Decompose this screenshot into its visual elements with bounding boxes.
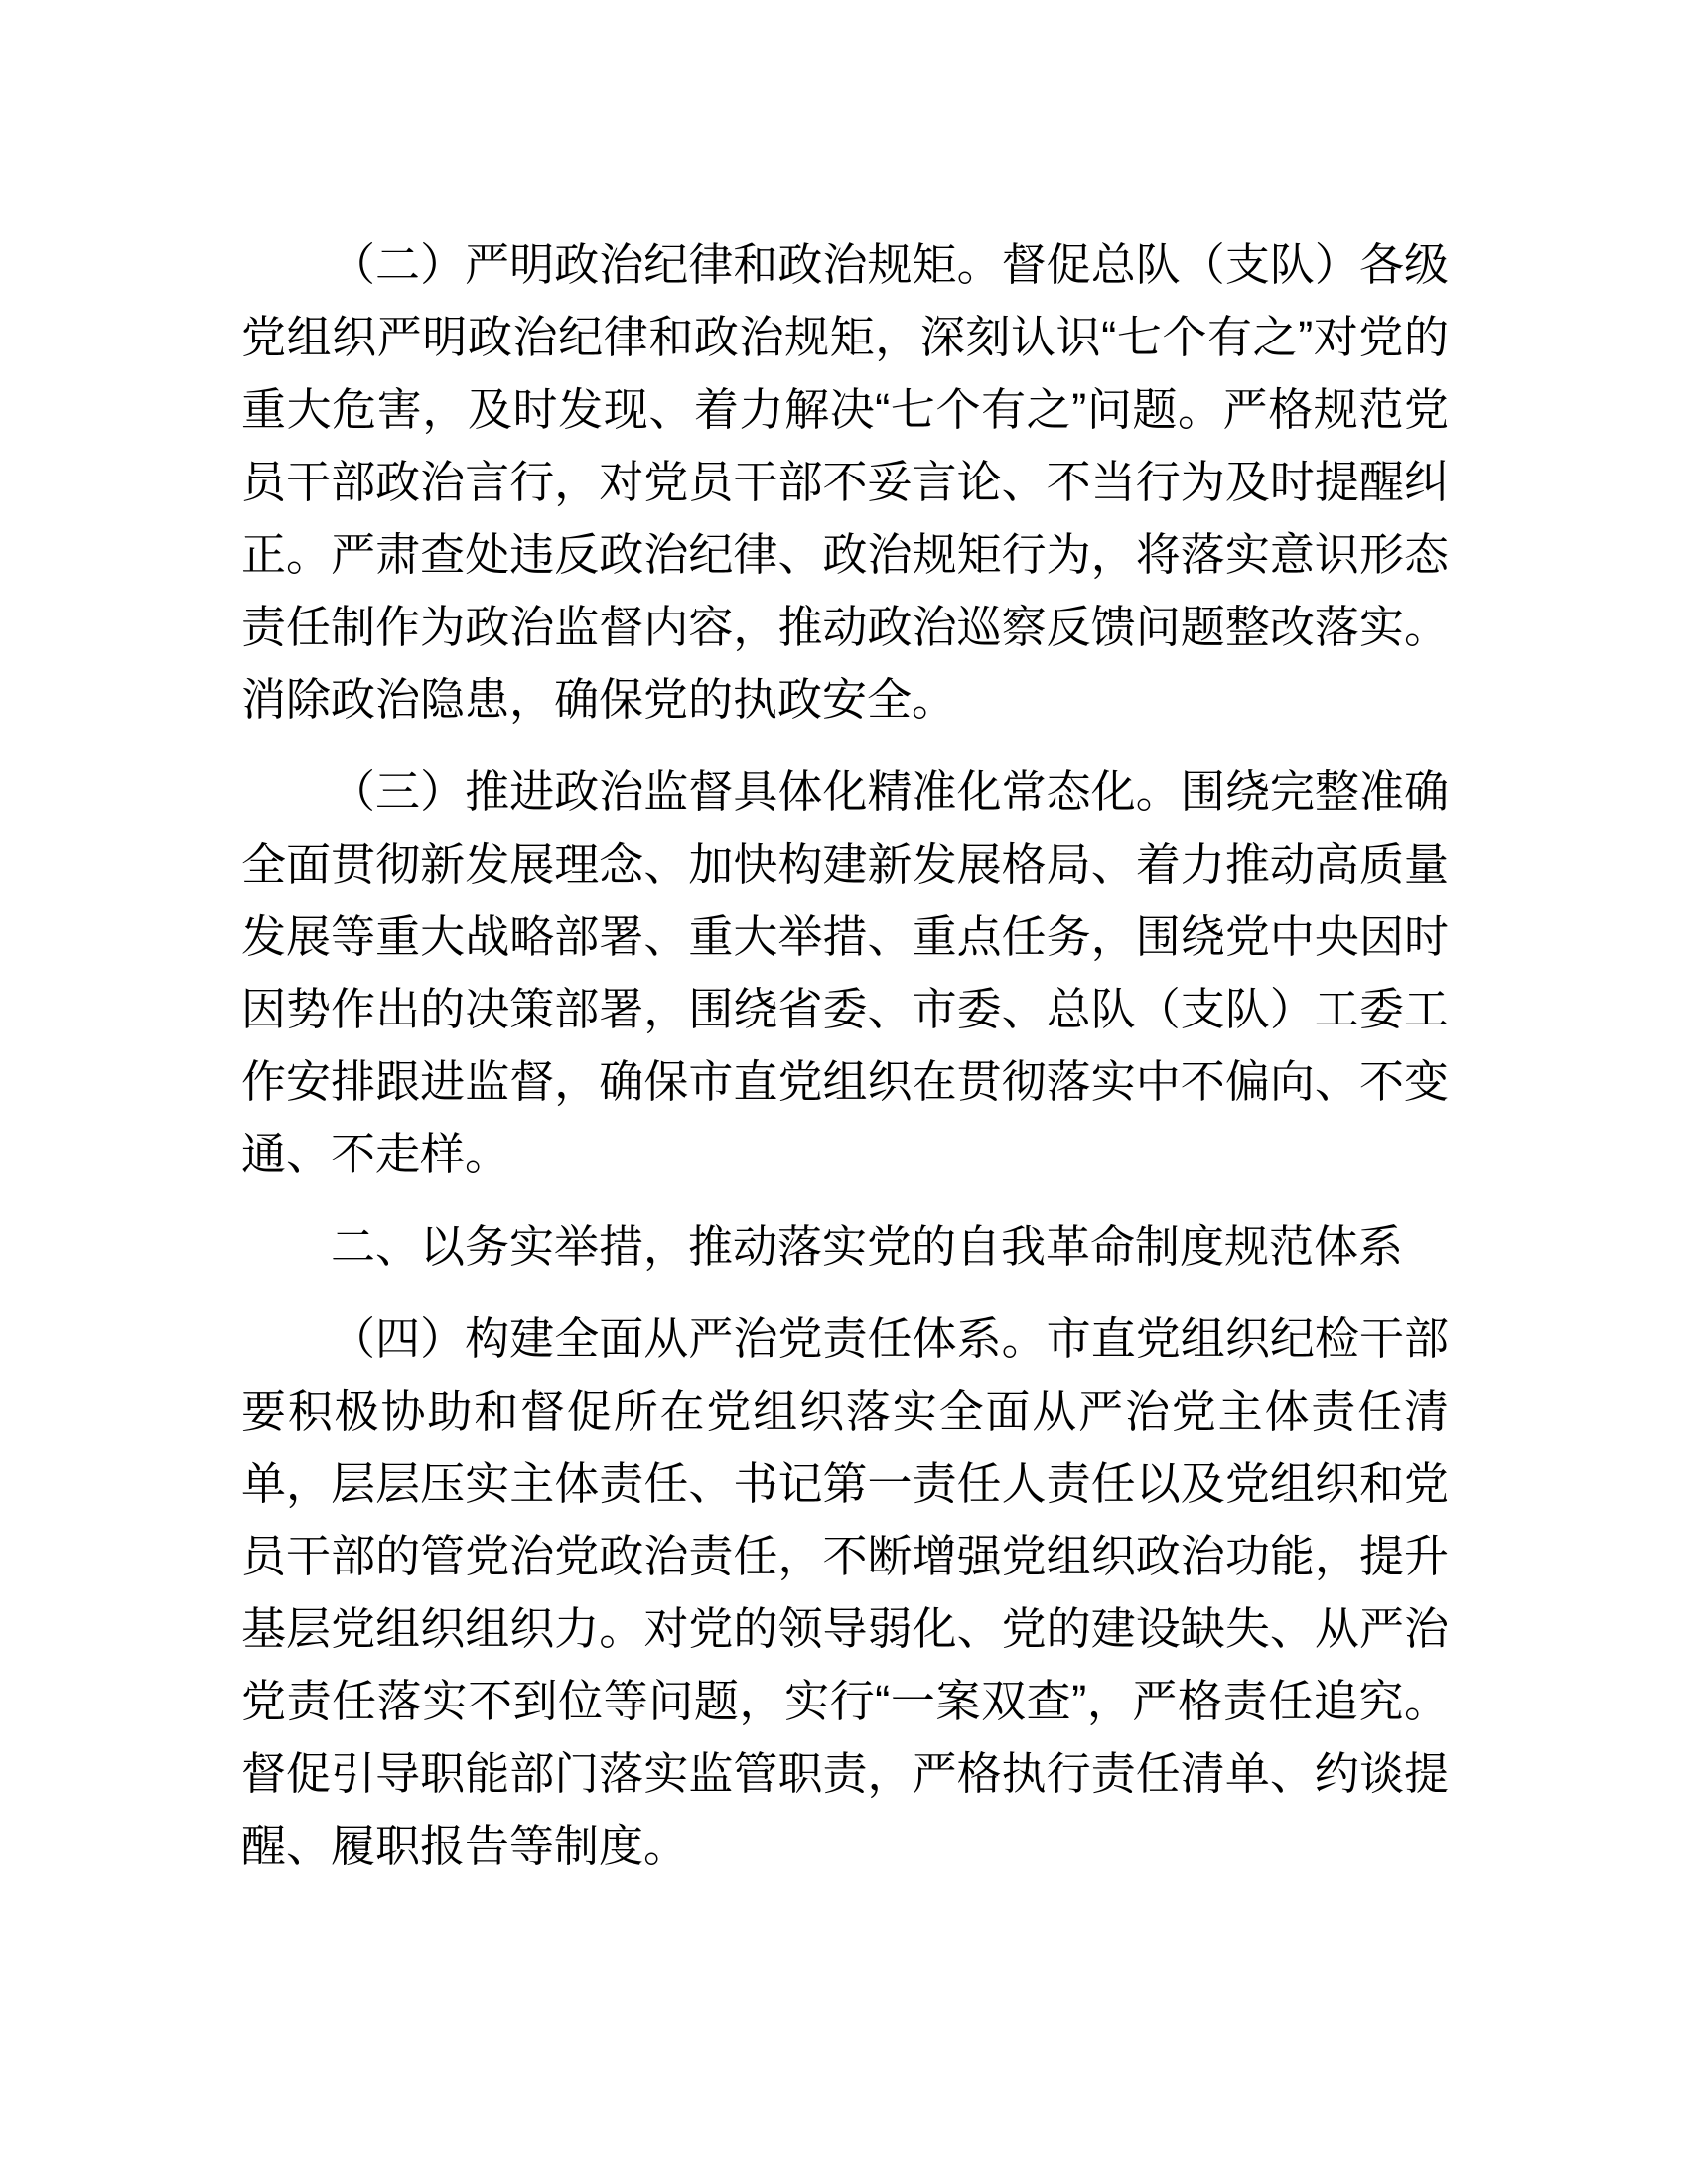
- paragraph-section-2: （二）严明政治纪律和政治规矩。督促总队（支队）各级党组织严明政治纪律和政治规矩，深刻认识“七个有之”对党的重大危害，及时发现、着力解决“七个有之”问题。严格规范党员干部政治言行，对党员干部不妥言论、不当行为及时提醒纠正。严肃查处违反政治纪律、政治规矩行为，将落实意识形态责任制作为政治监督内容，推动政治巡察反馈问题整改落实。消除政治隐患，确保党的执政安全。: [241, 239, 1449, 725]
- part-2-heading: 二、以务实举措，推动落实党的自我革命制度规范体系: [331, 1221, 1404, 1272]
- paragraph-section-3: （三）推进政治监督具体化精准化常态化。围绕完整准确全面贯彻新发展理念、加快构建新发展格局、着力推动高质量发展等重大战略部署、重大举措、重点任务，围绕党中央因时因势作出的决策部署，围绕省委、市委、总队（支队）工委工作安排跟进监督，确保市直党组织在贯彻落实中不偏向、不变通、不走样。: [241, 766, 1449, 1179]
- paragraph-section-4: （四）构建全面从严治党责任体系。市直党组织纪检干部要积极协助和督促所在党组织落实全面从严治党主体责任清单，层层压实主体责任、书记第一责任人责任以及党组织和党员干部的管党治党政治责任，不断增强党组织政治功能，提升基层党组织组织力。对党的领导弱化、党的建设缺失、从严治党责任落实不到位等问题，实行“一案双查”，严格责任追究。督促引导职能部门落实监管职责，严格执行责任清单、约谈提醒、履职报告等制度。: [241, 1313, 1449, 1871]
